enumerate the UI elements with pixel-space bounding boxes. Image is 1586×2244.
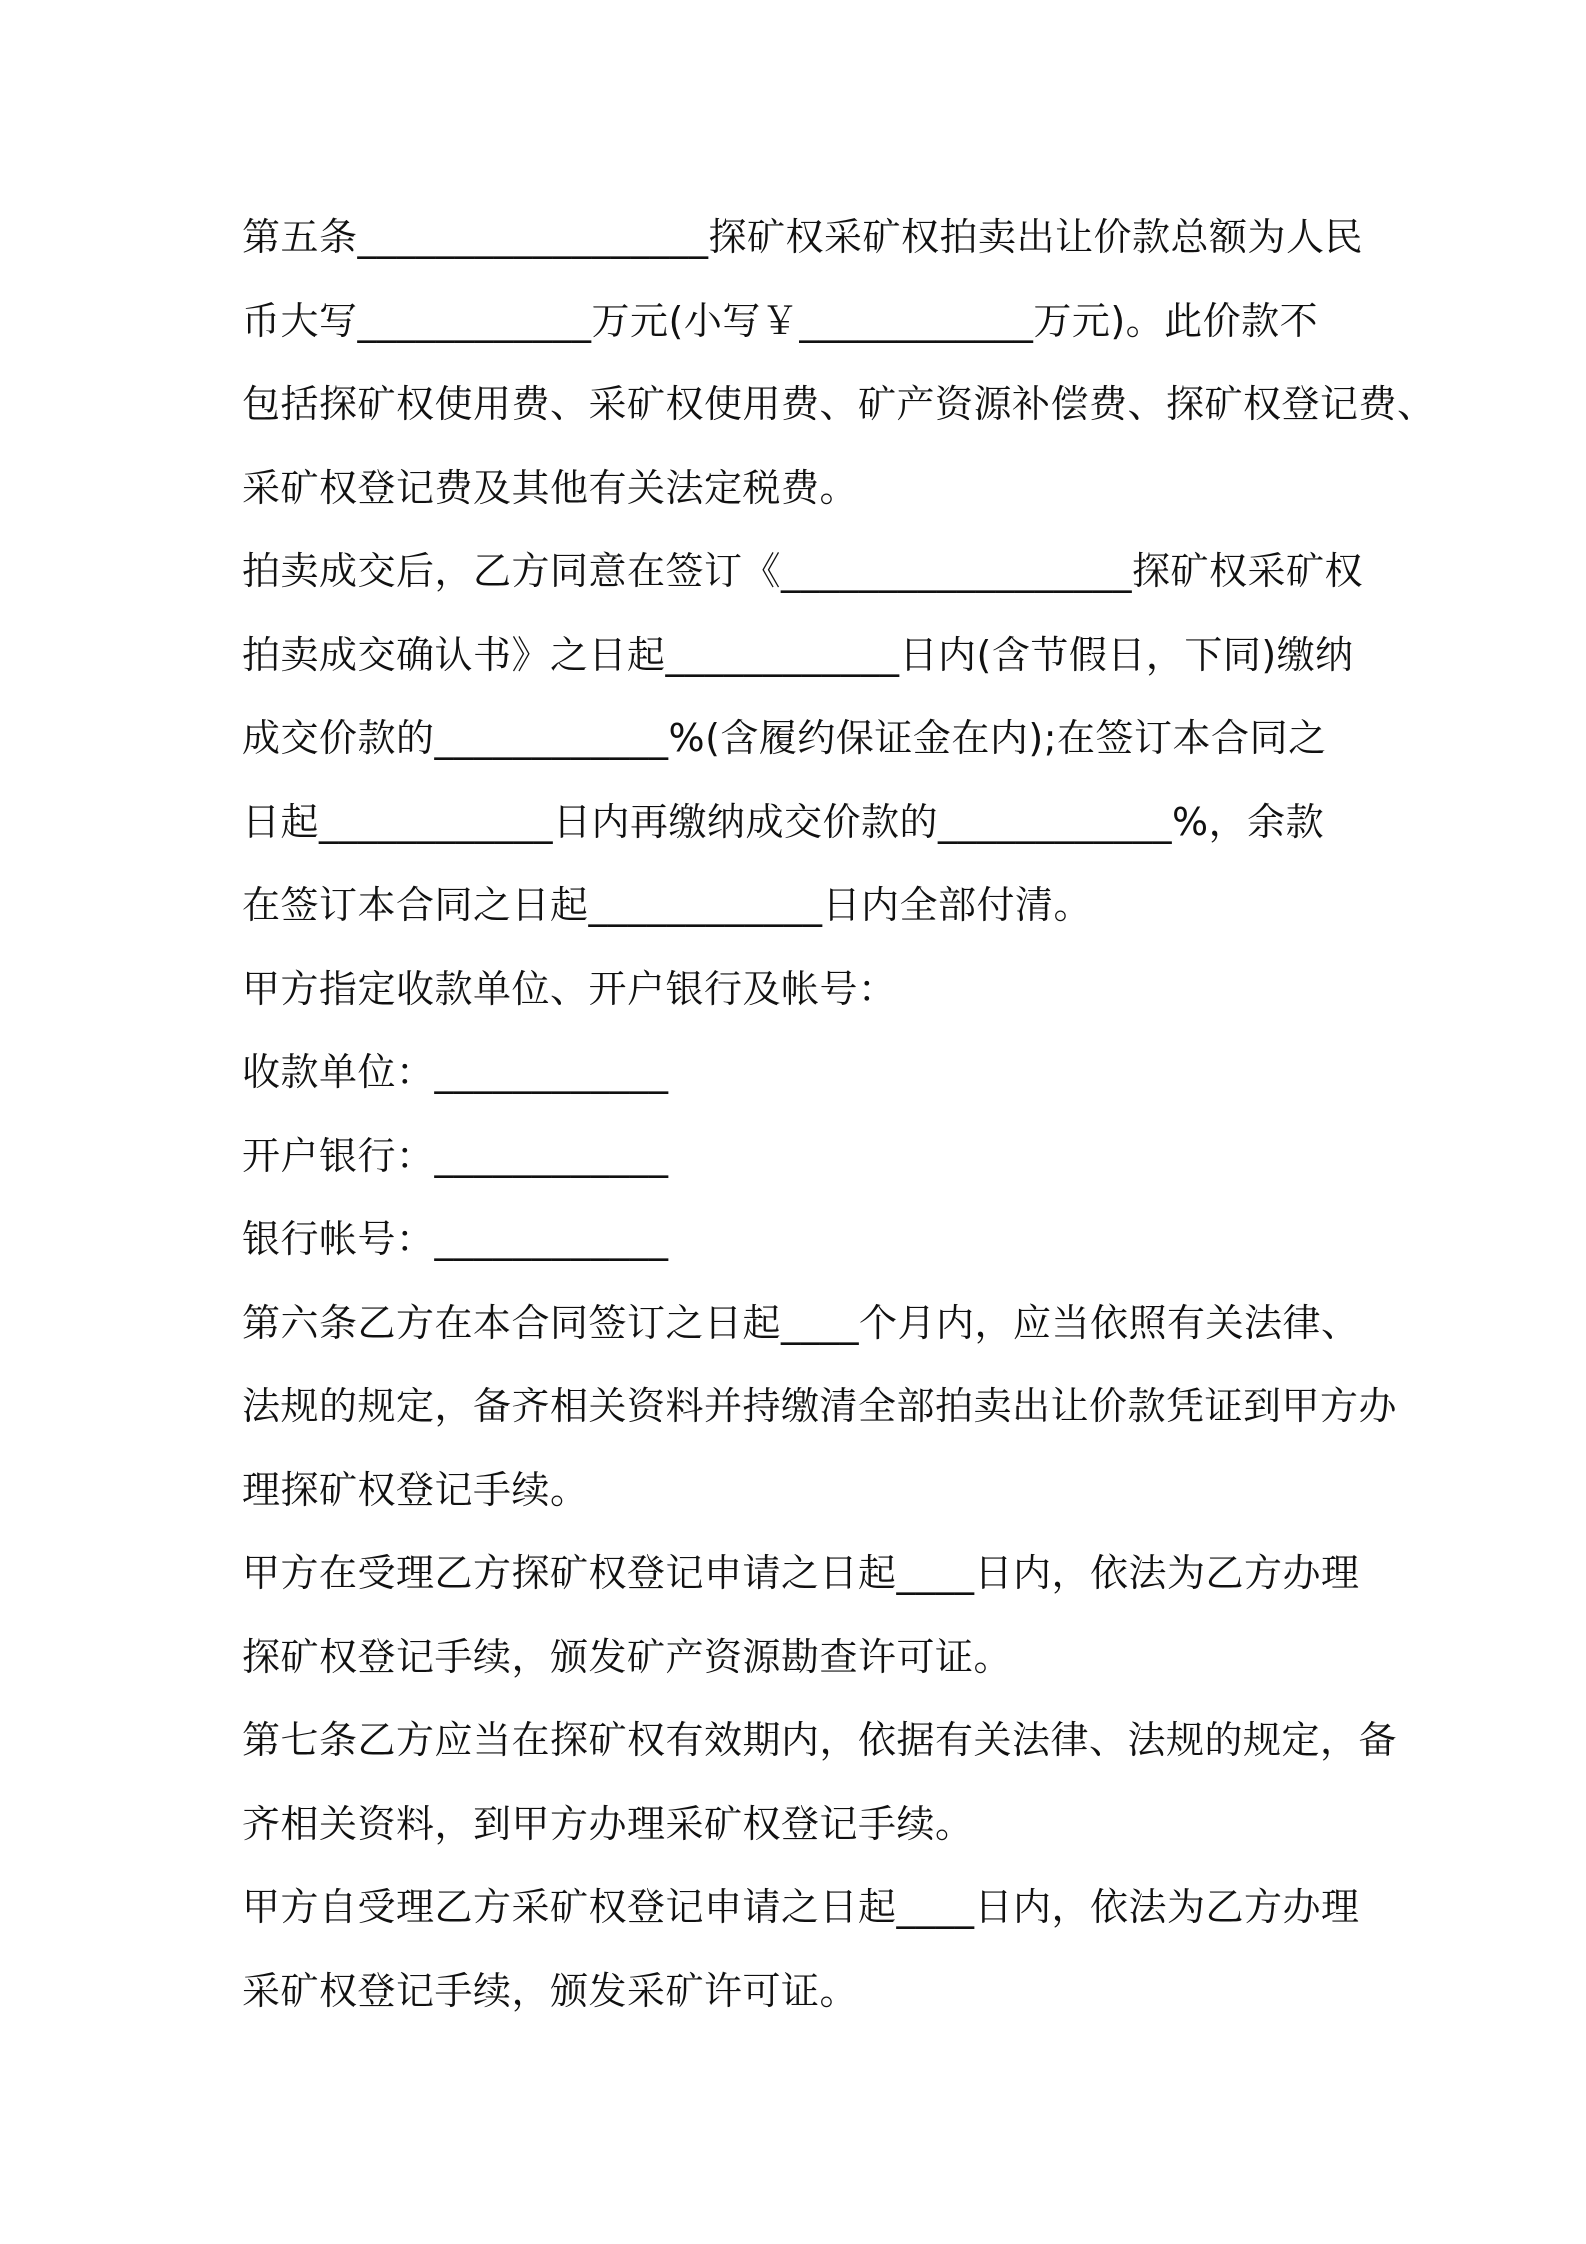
text-line: 拍卖成交确认书》之日起____________日内(含节假日，下同)缴纳 — [242, 632, 1354, 677]
text-line: 拍卖成交后，乙方同意在签订《__________________探矿权采矿权 — [242, 549, 1364, 593]
text-line: 采矿权登记手续，颁发采矿许可证。 — [242, 1968, 859, 2013]
text-line: 第五条__________________探矿权采矿权拍卖出让价款总额为人民 — [242, 215, 1364, 259]
text-line: 甲方在受理乙方探矿权登记申请之日起____日内，依法为乙方办理 — [242, 1551, 1360, 1595]
text-line: 收款单位：____________ — [242, 1050, 669, 1094]
text-line: 在签订本合同之日起____________日内全部付清。 — [242, 883, 1093, 927]
text-line: 齐相关资料，到甲方办理采矿权登记手续。 — [242, 1801, 974, 1846]
text-line: 探矿权登记手续，颁发矿产资源勘查许可证。 — [242, 1634, 1013, 1679]
text-line: 甲方指定收款单位、开户银行及帐号： — [242, 966, 897, 1011]
text-line: 银行帐号：____________ — [242, 1217, 669, 1261]
text-line: 第六条乙方在本合同签订之日起____个月内，应当依照有关法律、 — [242, 1300, 1360, 1345]
text-line: 日起____________日内再缴纳成交价款的____________%，余款 — [242, 799, 1325, 844]
text-line: 采矿权登记费及其他有关法定税费。 — [242, 465, 859, 510]
document-body — [242, 196, 1436, 2033]
text-line: 成交价款的____________%(含履约保证金在内);在签订本合同之 — [242, 716, 1327, 760]
text-line: 开户银行：____________ — [242, 1133, 669, 1178]
text-line: 第七条乙方应当在探矿权有效期内，依据有关法律、法规的规定，备 — [242, 1718, 1398, 1762]
text-line: 甲方自受理乙方采矿权登记申请之日起____日内，依法为乙方办理 — [242, 1885, 1360, 1929]
text-line: 包括探矿权使用费、采矿权使用费、矿产资源补偿费、探矿权登记费、 — [242, 382, 1436, 426]
text-line: 币大写____________万元(小写￥____________万元)。此价款不 — [242, 298, 1319, 343]
text-line: 理探矿权登记手续。 — [242, 1467, 589, 1512]
text-line: 法规的规定，备齐相关资料并持缴清全部拍卖出让价款凭证到甲方办 — [242, 1384, 1398, 1428]
